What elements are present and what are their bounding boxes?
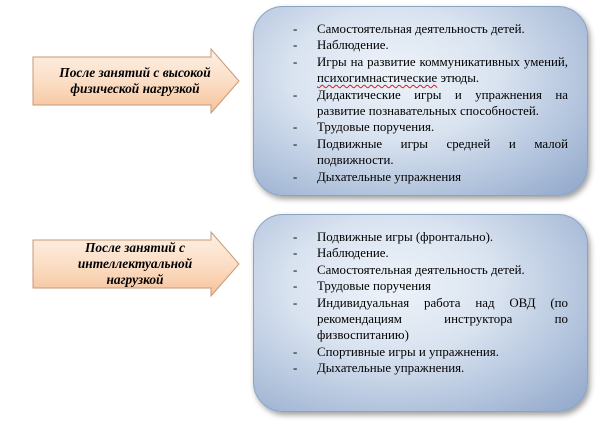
- bullet-dash: -: [293, 22, 298, 36]
- arrow-label-physical-load: После занятий с высокой физической нагрузкой: [59, 65, 211, 96]
- list-item: - Подвижные игры средней и малой подвижности.: [293, 136, 568, 168]
- activities-list-physical-load: [289, 21, 568, 185]
- list-item: - Индивидуальная работа над ОВД (по рекомендациям инструктора по физвоспитанию): [293, 295, 568, 343]
- bullet-dash: -: [293, 361, 298, 376]
- list-item: - Подвижные игры (фронтально).: [293, 230, 494, 244]
- arrow-label-intellectual-load: После занятий с интеллектуальной нагрузкой: [77, 240, 193, 287]
- bullet-dash: -: [293, 136, 298, 151]
- list-item: - Трудовые поручения.: [293, 120, 435, 135]
- bullet-dash: -: [293, 38, 298, 53]
- activities-panel-intellectual-load: [253, 214, 588, 412]
- bullet-dash: -: [293, 344, 298, 359]
- bullet-dash: -: [293, 279, 298, 294]
- list-item: - Дидактические игры и упражнения на развитие познавательных способностей.: [293, 87, 568, 119]
- bullet-dash: -: [293, 54, 298, 69]
- list-item: - Дыхательные упражнения: [293, 169, 462, 184]
- bullet-dash: -: [293, 87, 298, 102]
- list-item: - Самостоятельная деятельность детей.: [293, 22, 525, 36]
- bullet-dash: -: [293, 295, 298, 310]
- arrow-physical-load: [33, 49, 239, 113]
- list-item: - Наблюдение.: [293, 246, 389, 261]
- bullet-dash: -: [293, 262, 298, 277]
- activities-panel-physical-load: [253, 6, 588, 196]
- activities-list-intellectual-load: [289, 229, 568, 377]
- list-item: - Наблюдение.: [293, 38, 389, 53]
- list-item: - Дыхательные упражнения.: [293, 361, 465, 376]
- list-item: - Игры на развитие коммуникативных умений, психогимнастические этюды.: [293, 54, 568, 86]
- list-item: - Трудовые поручения: [293, 279, 431, 294]
- spellcheck-underline: психогимнастические: [317, 71, 438, 86]
- bullet-dash: -: [293, 246, 298, 261]
- arrow-intellectual-load: [33, 232, 239, 296]
- bullet-dash: -: [293, 230, 298, 244]
- list-item: - Самостоятельная деятельность детей.: [293, 262, 525, 277]
- bullet-dash: -: [293, 169, 298, 184]
- bullet-dash: -: [293, 120, 298, 135]
- list-item: - Спортивные игры и упражнения.: [293, 344, 499, 359]
